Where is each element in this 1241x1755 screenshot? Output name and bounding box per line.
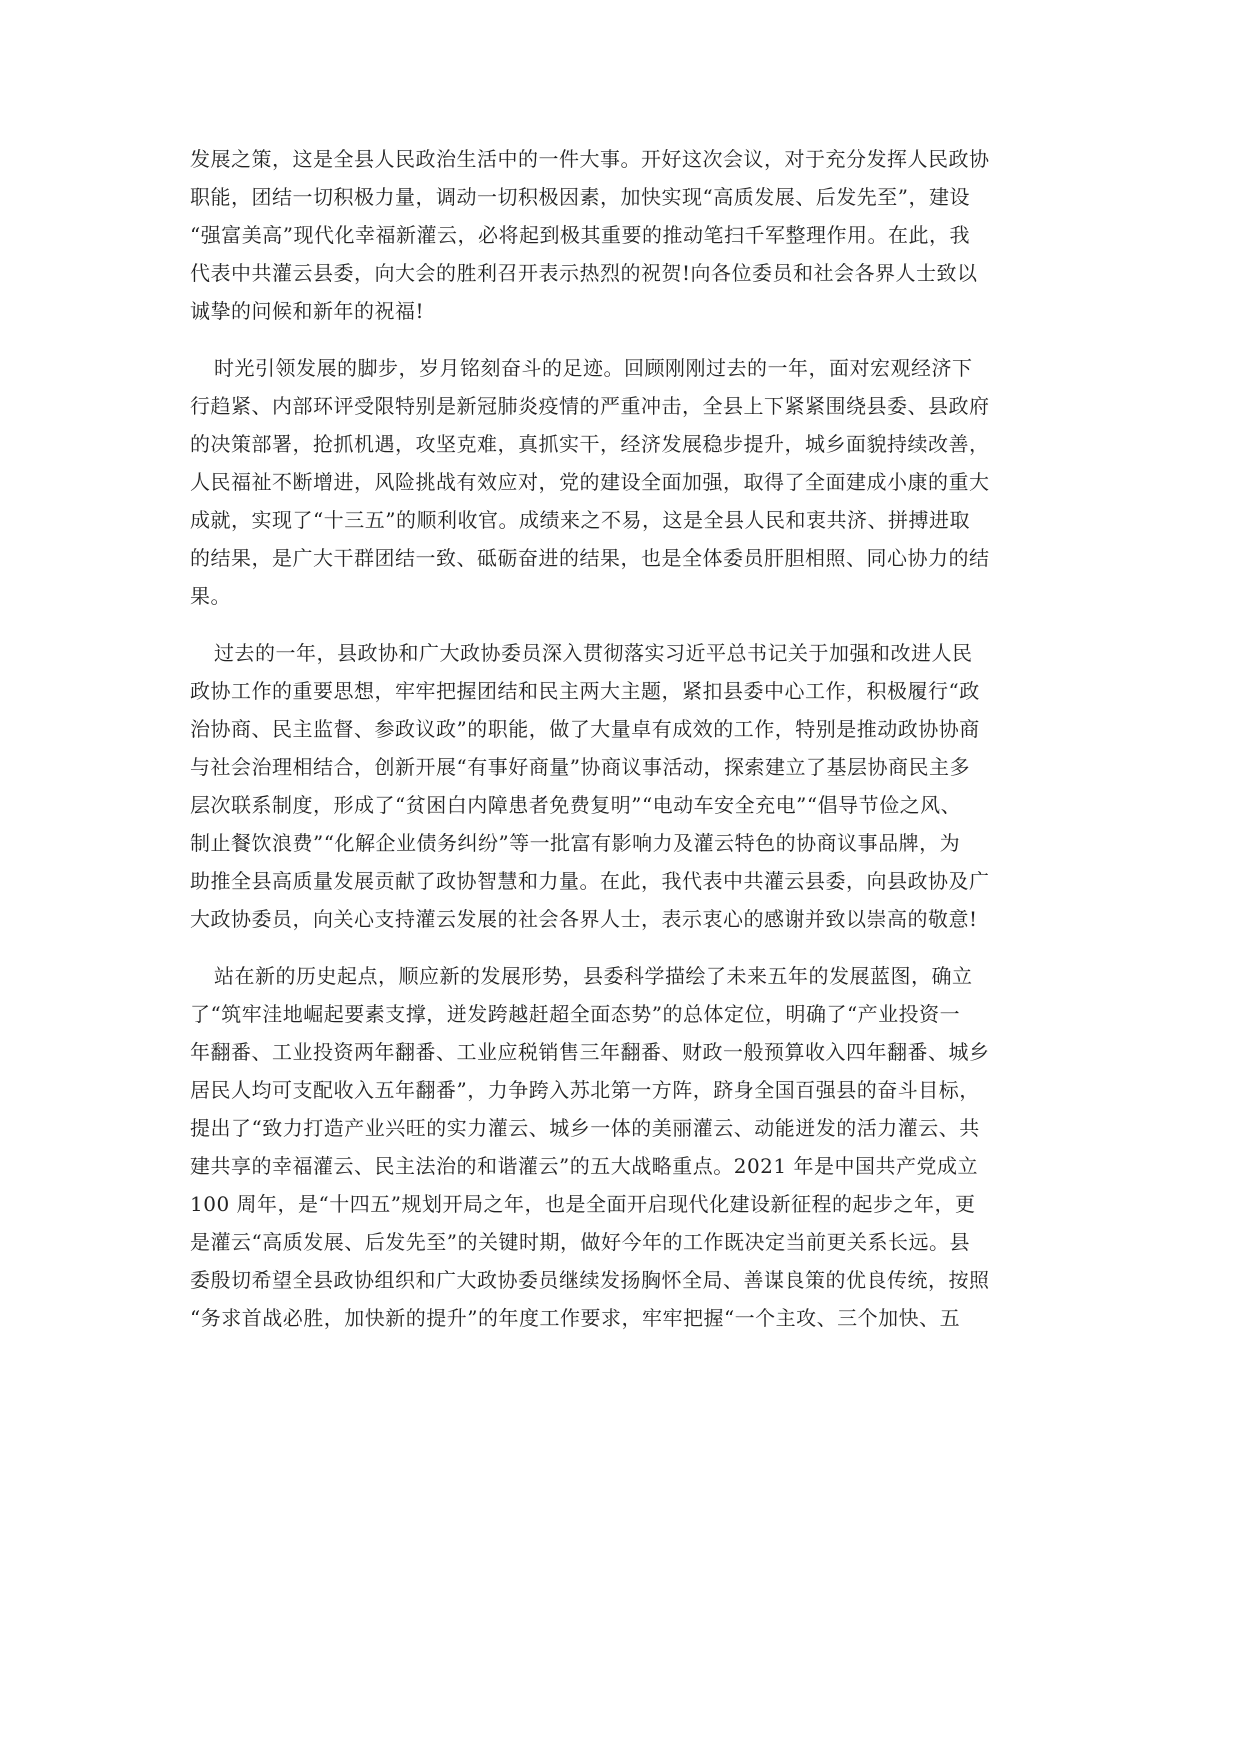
text-line: 居民人均可支配收入五年翻番”，力争跨入苏北第一方阵，跻身全国百强县的奋斗目标， [190,1078,980,1102]
text-line: 职能，团结一切积极力量，调动一切积极因素，加快实现“高质发展、后发先至”，建设 [190,185,970,209]
text-line: 建共享的幸福灌云、民主法治的和谐灌云”的五大战略重点。2021 年是中国共产党成立 [190,1154,978,1178]
text-line: 政协工作的重要思想，牢牢把握团结和民主两大主题，紧扣县委中心工作，积极履行“政 [190,679,980,703]
text-line: 发展之策，这是全县人民政治生活中的一件大事。开好这次会议，对于充分发挥人民政协 [190,147,990,171]
text-line: 过去的一年，县政协和广大政协委员深入贯彻落实习近平总书记关于加强和改进人民 [214,641,973,665]
text-line: 提出了“致力打造产业兴旺的实力灌云、城乡一体的美丽灌云、动能迸发的活力灌云、共 [190,1116,980,1140]
text-line: 是灌云“高质发展、后发先至”的关键时期，做好今年的工作既决定当前更关系长远。县 [190,1230,970,1254]
paragraph [190,634,1060,938]
text-line: 果。 [190,584,231,608]
text-line: 与社会治理相结合，创新开展“有事好商量”协商议事活动，探索建立了基层协商民主多 [190,755,970,779]
text-line: 时光引领发展的脚步，岁月铭刻奋斗的足迹。回顾刚刚过去的一年，面对宏观经济下 [214,356,973,380]
text-line: 诚挚的问候和新年的祝福! [190,299,425,323]
text-line: 年翻番、工业投资两年翻番、工业应税销售三年翻番、财政一般预算收入四年翻番、城乡 [190,1040,990,1064]
text-line: “务求首战必胜，加快新的提升”的年度工作要求，牢牢把握“一个主攻、三个加快、五 [190,1306,961,1330]
text-line: “强富美高”现代化幸福新灌云，必将起到极其重要的推动笔扫千军整理作用。在此，我 [190,223,970,247]
text-line: 的结果，是广大干群团结一致、砥砺奋进的结果，也是全体委员肝胆相照、同心协力的结 [190,546,990,570]
text-line: 制止餐饮浪费”“化解企业债务纠纷”等一批富有影响力及灌云特色的协商议事品牌，为 [190,831,961,855]
text-line: 的决策部署，抢抓机遇，攻坚克难，真抓实干，经济发展稳步提升，城乡面貌持续改善， [190,432,990,456]
text-line: 治协商、民主监督、参政议政”的职能，做了大量卓有成效的工作，特别是推动政协协商 [190,717,980,741]
document-body [190,140,1060,1356]
text-line: 100 周年，是“十四五”规划开局之年，也是全面开启现代化建设新征程的起步之年，更 [190,1192,976,1216]
text-line: 站在新的历史起点，顺应新的发展形势，县委科学描绘了未来五年的发展蓝图，确立 [214,964,973,988]
paragraph [190,140,1060,330]
text-line: 助推全县高质量发展贡献了政协智慧和力量。在此，我代表中共灌云县委，向县政协及广 [190,869,990,893]
text-line: 委殷切希望全县政协组织和广大政协委员继续发扬胸怀全局、善谋良策的优良传统，按照 [190,1268,990,1292]
text-line: 人民福祉不断增进，风险挑战有效应对，党的建设全面加强，取得了全面建成小康的重大 [190,470,990,494]
text-line: 代表中共灌云县委，向大会的胜利召开表示热烈的祝贺!向各位委员和社会各界人士致以 [190,261,978,285]
paragraph [190,349,1060,615]
text-line: 行趋紧、内部环评受限特别是新冠肺炎疫情的严重冲击，全县上下紧紧围绕县委、县政府 [190,394,990,418]
text-line: 层次联系制度，形成了“贫困白内障患者免费复明”“电动车安全充电”“倡导节俭之风、 [190,793,962,817]
paragraph [190,957,1060,1337]
text-line: 成就，实现了“十三五”的顺利收官。成绩来之不易，这是全县人民和衷共济、拼搏进取 [190,508,970,532]
text-line: 了“筑牢洼地崛起要素支撑，迸发跨越赶超全面态势”的总体定位，明确了“产业投资一 [190,1002,961,1026]
text-line: 大政协委员，向关心支持灌云发展的社会各界人士，表示衷心的感谢并致以崇高的敬意! [190,907,978,931]
